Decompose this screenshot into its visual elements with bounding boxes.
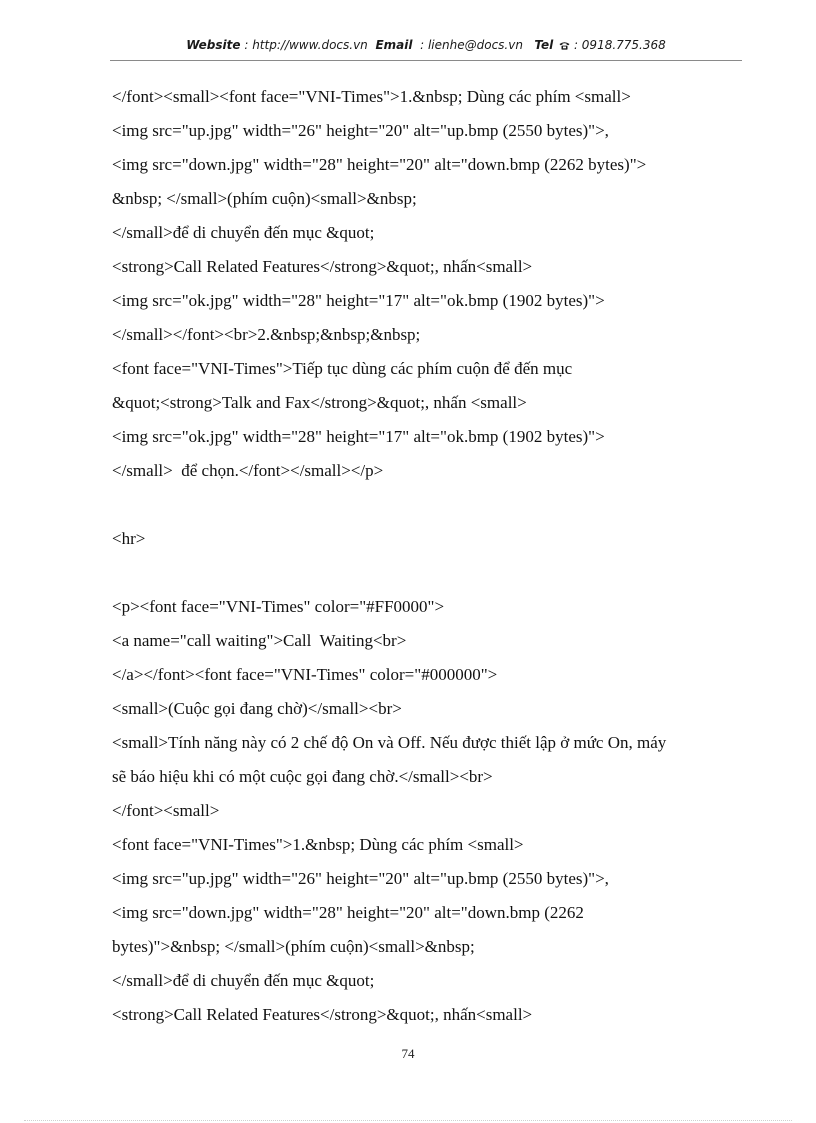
text-line: <small>(Cuộc gọi đang chờ)</small><br> (112, 699, 402, 718)
text-line: </small>để di chuyển đến mục &quot; (112, 971, 375, 990)
text-line: </small>để di chuyển đến mục &quot; (112, 223, 375, 242)
text-line: <font face="VNI-Times">Tiếp tục dùng các phím cuộn để đến mục (112, 359, 573, 378)
text-line: &quot;<strong>Talk and Fax</strong>&quot;, nhấn <small> (112, 393, 527, 412)
tel-number: : 0918.775.368 (570, 38, 666, 52)
text-line: <small>Tính năng này có 2 chế độ On và Off. Nếu được thiết lập ở mức On, máy (112, 733, 667, 752)
text-line: bytes)">&nbsp; </small>(phím cuộn)<small>&nbsp; (112, 937, 475, 956)
blank-line (112, 488, 752, 522)
text-line: </small></font><br>2.&nbsp;&nbsp;&nbsp; (112, 325, 421, 344)
telephone-icon (559, 41, 570, 50)
text-line: <img src="down.jpg" width="28" height="20" alt="down.bmp (2262 bytes)"> (112, 155, 647, 174)
text-line: <strong>Call Related Features</strong>&quot;, nhấn<small> (112, 1005, 533, 1024)
text-line: <a name="call waiting">Call Waiting<br> (112, 631, 407, 650)
text-line: </font><small> (112, 801, 220, 820)
email-address[interactable]: lienhe@docs.vn (427, 38, 523, 52)
document-body (112, 80, 752, 1032)
text-line: <hr> (112, 529, 146, 548)
text-line: <img src="up.jpg" width="26" height="20" alt="up.bmp (2550 bytes)">, (112, 121, 609, 140)
text-line: </small> để chọn.</font></small></p> (112, 461, 384, 480)
website-url[interactable]: http://www.docs.vn (252, 38, 368, 52)
text-line: <img src="ok.jpg" width="28" height="17" alt="ok.bmp (1902 bytes)"> (112, 427, 605, 446)
text-line: </a></font><font face="VNI-Times" color="#000000"> (112, 665, 498, 684)
text-line: <p><font face="VNI-Times" color="#FF0000"> (112, 597, 445, 616)
text-line: <img src="ok.jpg" width="28" height="17" alt="ok.bmp (1902 bytes)"> (112, 291, 605, 310)
page-number: 74 (401, 1046, 415, 1061)
page-header (110, 38, 742, 52)
website-label: Website (186, 38, 241, 52)
text-line: <font face="VNI-Times">1.&nbsp; Dùng các phím <small> (112, 835, 524, 854)
blank-line (112, 556, 752, 590)
email-label: Email (375, 38, 413, 52)
text-line: <img src="down.jpg" width="28" height="20" alt="down.bmp (2262 (112, 903, 584, 922)
text-line: &nbsp; </small>(phím cuộn)<small>&nbsp; (112, 189, 417, 208)
text-line: <img src="up.jpg" width="26" height="20" alt="up.bmp (2550 bytes)">, (112, 869, 609, 888)
page-bottom-border (24, 1120, 792, 1121)
email-separator: : (416, 38, 428, 52)
text-line: </font><small><font face="VNI-Times">1.&nbsp; Dùng các phím <small> (112, 87, 631, 106)
tel-label: Tel (534, 38, 554, 52)
website-separator: : (240, 38, 253, 52)
text-line: sẽ báo hiệu khi có một cuộc gọi đang chờ.</small><br> (112, 767, 493, 786)
text-line: <strong>Call Related Features</strong>&quot;, nhấn<small> (112, 257, 533, 276)
header-divider (110, 60, 742, 61)
